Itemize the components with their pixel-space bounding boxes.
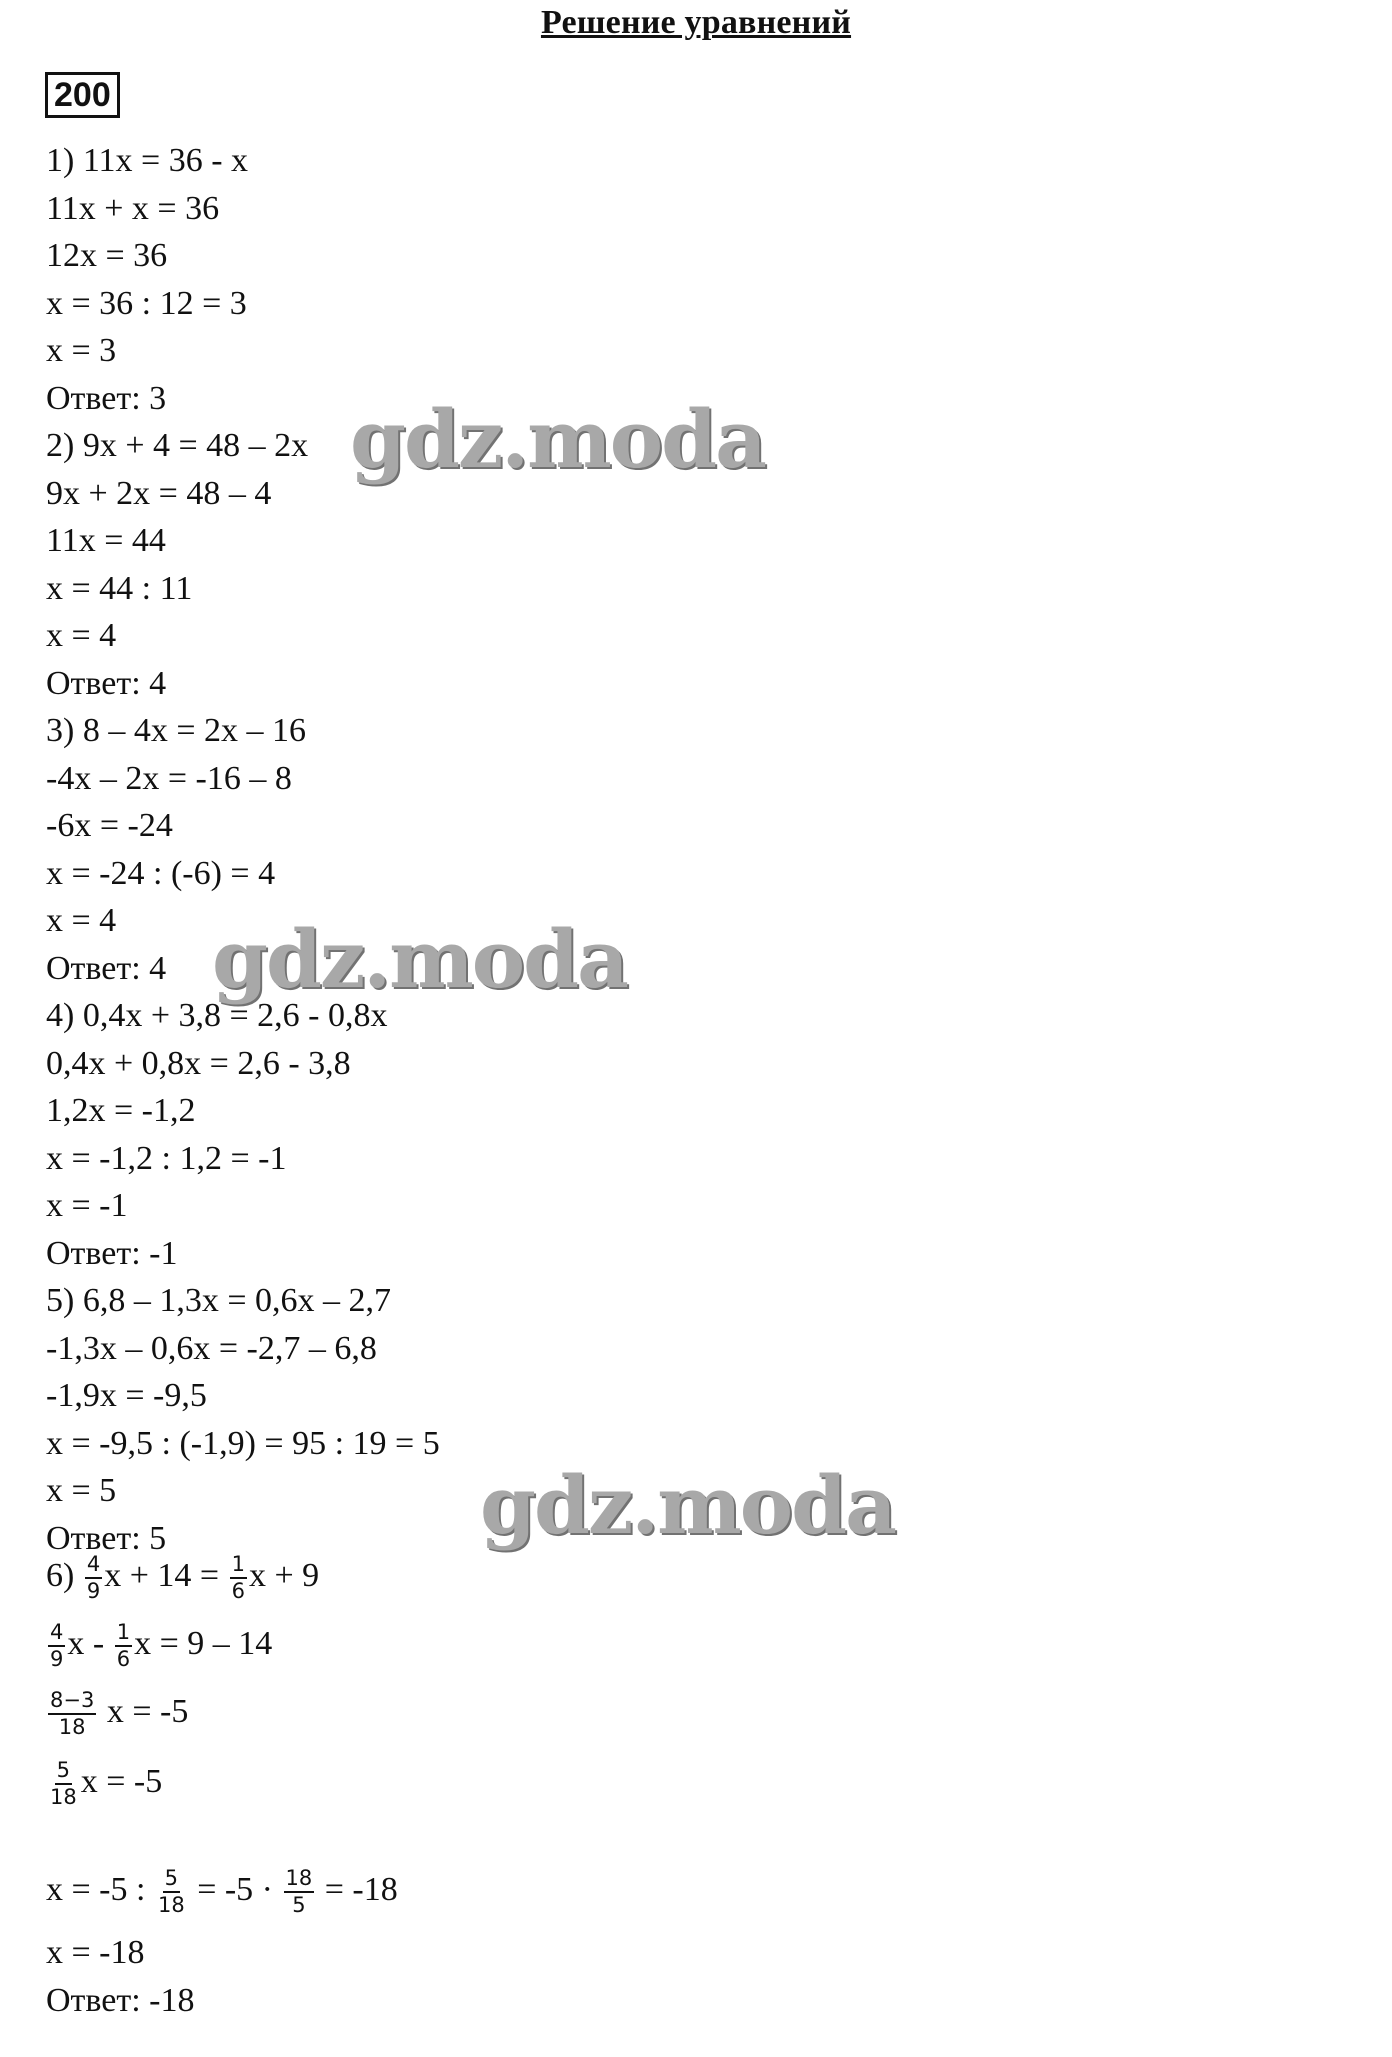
line-text: = -18: [324, 1870, 398, 1908]
line-text: x + 14 =: [104, 1556, 220, 1594]
solution-line-6-1: [46, 1552, 319, 1604]
solution-line: -6x = -24: [46, 807, 173, 844]
fraction: $\frac{1}{6}$: [116, 1620, 131, 1671]
watermark-logo: gdz.moda: [480, 1458, 895, 1552]
solution-line: 5) 6,8 – 1,3x = 0,6x – 2,7: [46, 1282, 391, 1319]
solution-line: -1,3x – 0,6x = -2,7 – 6,8: [46, 1329, 377, 1367]
solution-line: x = 36 : 12 = 3: [46, 284, 247, 322]
solution-line-6-5: [46, 1866, 398, 1918]
solution-line: x = -9,5 : (-1,9) = 95 : 19 = 5: [46, 1424, 440, 1462]
solution-line: 3) 8 – 4x = 2x – 16: [46, 712, 306, 749]
solution-line-6-7: Ответ: -18: [46, 1982, 195, 2019]
solution-line: 11x = 44: [46, 522, 166, 559]
solution-line: x = -24 : (-6) = 4: [46, 854, 276, 892]
solution-line: 1) 11x = 36 - x: [46, 142, 249, 179]
line-text: x -: [67, 1624, 105, 1662]
solution-line: 11x + x = 36: [46, 189, 220, 227]
line-text: x = 9 – 14: [134, 1624, 273, 1662]
solution-line: 12x = 36: [46, 237, 168, 274]
line-text: = -5 ·: [197, 1870, 274, 1908]
solution-line: 1,2x = -1,2: [46, 1092, 196, 1129]
solution-line: x = 3: [46, 332, 117, 369]
solution-line-6-2: [46, 1620, 272, 1672]
solution-line: x = -1,2 : 1,2 = -1: [46, 1139, 287, 1177]
line-text: x = -5: [106, 1692, 189, 1730]
fraction: $\frac{8-3}{18}$: [50, 1688, 95, 1739]
solution-line: 4) 0,4x + 3,8 = 2,6 - 0,8x: [46, 997, 388, 1034]
solution-line: Ответ: 4: [46, 664, 167, 702]
solution-line: Ответ: 3: [46, 379, 167, 417]
solution-line: x = 44 : 11: [46, 569, 193, 607]
fraction: $\frac{4}{9}$: [50, 1620, 64, 1671]
solution-line: x = 5: [46, 1472, 117, 1509]
watermark-logo: gdz.moda: [350, 392, 765, 486]
watermark-logo: gdz.moda: [212, 912, 627, 1006]
solution-line: Ответ: -1: [46, 1234, 178, 1272]
fraction: $\frac{18}{5}$: [285, 1866, 313, 1917]
fraction: $\frac{4}{9}$: [86, 1552, 101, 1603]
solution-line-6-4: [46, 1758, 162, 1810]
solution-line: Ответ: 5: [46, 1519, 167, 1557]
fraction: $\frac{5}{18}$: [157, 1866, 185, 1917]
solution-line-6-6: x = -18: [46, 1934, 145, 1971]
solution-line: x = 4: [46, 617, 117, 654]
fraction: $\frac{5}{18}$: [50, 1758, 77, 1809]
solution-line: Ответ: 4: [46, 949, 167, 987]
solution-line-6-3: [46, 1688, 188, 1740]
line-text: x + 9: [248, 1556, 320, 1594]
task-number: 200: [45, 72, 120, 118]
solution-line: 0,4x + 0,8x = 2,6 - 3,8: [46, 1044, 351, 1082]
fraction: $\frac{1}{6}$: [231, 1552, 245, 1603]
line-text: 6): [46, 1556, 75, 1594]
solution-line: -4x – 2x = -16 – 8: [46, 759, 292, 797]
solution-line: -1,9x = -9,5: [46, 1377, 207, 1414]
solution-line: x = -1: [46, 1187, 128, 1224]
line-text: x = -5 :: [46, 1870, 146, 1908]
solution-line: x = 4: [46, 902, 117, 939]
line-text: x = -5: [80, 1762, 163, 1800]
solution-line: 2) 9x + 4 = 48 – 2x: [46, 427, 309, 464]
page-title: Решение уравнений: [540, 4, 852, 41]
solution-line: 9x + 2x = 48 – 4: [46, 474, 272, 512]
